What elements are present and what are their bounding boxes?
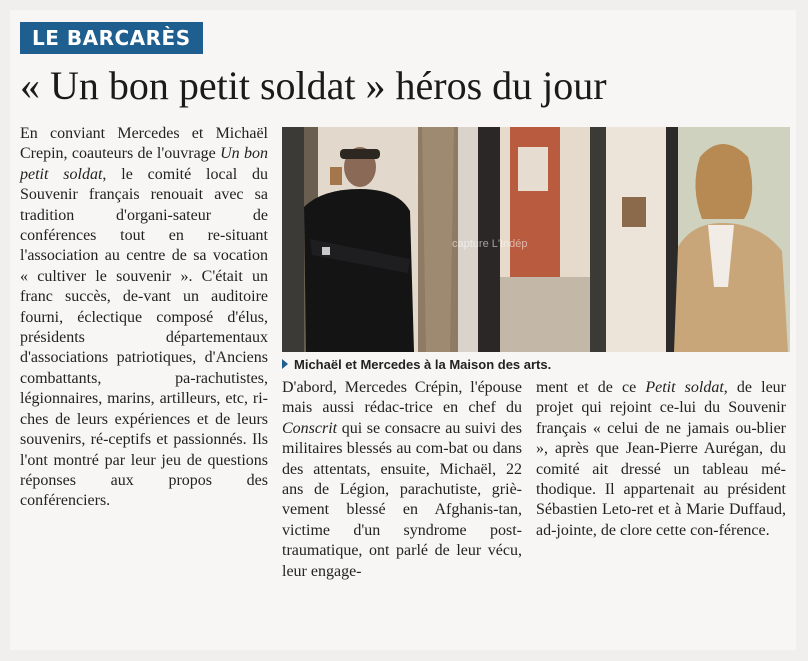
caption-marker-icon <box>282 359 288 369</box>
column-3-text: ment et de ce Petit soldat, de leur projet qui rejoint ce-lui du Souvenir français « celui de ne jamais ou-blier », après que Jean-Pierre Aurégan, du comité ait dressé un tableau mé-thodique. Il appartenait au président Sébastien Leto-ret et à Marie Duffaud, ad-jointe, de clore cette con-férence. <box>536 379 786 539</box>
caption-text: Michaël et Mercedes à la Maison des arts. <box>294 357 552 372</box>
headline: « Un bon petit soldat » héros du jour <box>20 63 607 108</box>
column-2-text: D'abord, Mercedes Crépin, l'épouse mais aussi rédac-trice en chef du Conscrit qui se consacre au suivi des militaires blessés au com-bat ou dans des attentats, ensuite, Michaël, 22 ans de Légion, parachutiste, griè-vement blessé en Afghanis-tan, victime d'un syndrome post-traumatique, ont parlé de leur vécu, leur engage- <box>282 379 522 580</box>
section-label: LE BARCARÈS <box>20 22 203 54</box>
article <box>10 10 796 650</box>
article-column-3 <box>536 378 786 541</box>
column-1-text: En conviant Mercedes et Michaël Crepin, coauteurs de l'ouvrage Un bon petit soldat, le comité local du Souvenir français renouait avec sa tradition d'organi-sateur de conférences tout en re-situant l'association au centre de sa vocation « cultiver le souvenir ». C'était un franc succès, de-vant un auditoire fourni, éclectique composé d'élus, présidents départementaux d'associations patriotiques, d'Anciens combattants, pa-rachutistes, légionnaires, marins, artilleurs, etc, ri-ches de leurs expériences et de leurs souvenirs, ré-ceptifs et passionnés. Ils l'ont montré par leur jeu de questions réponses aux propos des conférenciers. <box>20 125 269 510</box>
article-column-2 <box>282 378 522 582</box>
article-photo <box>282 127 790 352</box>
article-column-1 <box>20 124 268 512</box>
photo-illustration <box>282 127 790 352</box>
photo-caption <box>282 357 790 373</box>
photo-watermark: capture L'Indép <box>452 238 528 250</box>
